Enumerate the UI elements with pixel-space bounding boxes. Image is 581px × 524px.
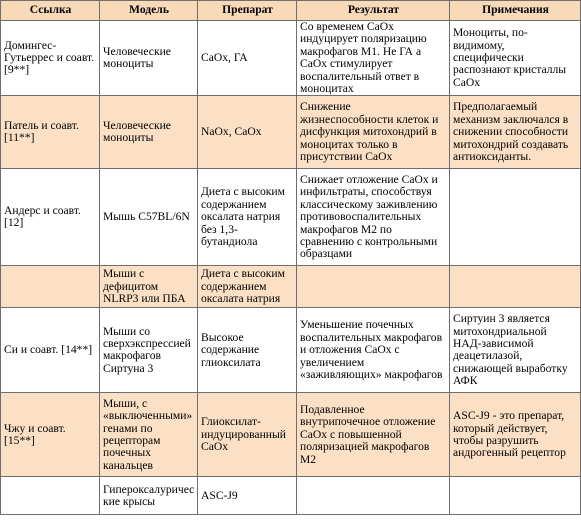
cell-reference: Си и соавт. [14**] (1, 308, 100, 393)
cell-notes: ASC-J9 - это препарат, который действует, чтобы разрушить андрогенный рецептор (450, 393, 581, 477)
cell-result: Со временем CaOx индуцирует поляризацию макрофагов М1. Не ГА а CaOx стимулирует воспалительный ответ в моноцитах (297, 21, 450, 96)
header-reference: Ссылка (1, 1, 100, 21)
table-row (1, 477, 581, 515)
table-row (1, 169, 581, 266)
cell-drug: ASC-J9 (198, 477, 297, 515)
cell-result (297, 266, 450, 308)
cell-drug: Диета с высоким содержанием оксалата натрия (198, 266, 297, 308)
table-row (1, 96, 581, 169)
cell-drug: Диета с высоким содержанием оксалата натрия без 1,3-бутандиола (198, 169, 297, 266)
cell-model: Человеческие моноциты (100, 96, 198, 169)
cell-reference: Домингес-Гутьеррес и соавт. [9**] (1, 21, 100, 96)
cell-reference (1, 477, 100, 515)
cell-notes (450, 169, 581, 266)
cell-notes (450, 266, 581, 308)
cell-result: Снижение жизнеспособности клеток и дисфункция митохондрий в моноцитах только в присутствии CaOx (297, 96, 450, 169)
cell-reference: Патель и соавт. [11**] (1, 96, 100, 169)
cell-model: Гипероксалуричес кие крысы (100, 477, 198, 515)
cell-notes: Сиртуин 3 является митохондриальной НАД-зависимой деацетилазой, снижающей выработку АФК (450, 308, 581, 393)
header-model: Модель (100, 1, 198, 21)
cell-result: Уменьшение почечных воспалительных макрофагов и отложения CaOx с увеличением «заживляющих» макрофагов (297, 308, 450, 393)
table-row (1, 21, 581, 96)
cell-drug: NaOx, CaOx (198, 96, 297, 169)
cell-result (297, 477, 450, 515)
table-row (1, 308, 581, 393)
cell-notes: Предполагаемый механизм заключался в снижении способности митохондрий создавать антиоксиданты. (450, 96, 581, 169)
cell-reference: Андерс и соавт. [12] (1, 169, 100, 266)
table-row (1, 266, 581, 308)
cell-model: Мыши, с «выключенными» генами по рецепторам почечных канальцев (100, 393, 198, 477)
cell-reference (1, 266, 100, 308)
cell-model: Мыши с дефицитом NLRP3 или ПБА (100, 266, 198, 308)
cell-notes (450, 477, 581, 515)
header-drug: Препарат (198, 1, 297, 21)
cell-result: Снижает отложение CaOx и инфильтраты, способствуя классическому заживлению противовоспалительных макрофагов М2 по сравнению с контрольными образцами (297, 169, 450, 266)
header-row (1, 1, 581, 21)
cell-drug: CaOx, ГА (198, 21, 297, 96)
cell-model: Мыши со сверхэкспрессией макрофагов Сиртуна 3 (100, 308, 198, 393)
cell-notes: Моноциты, по-видимому, специфически распознают кристаллы CaOx (450, 21, 581, 96)
cell-model: Человеческие моноциты (100, 21, 198, 96)
cell-drug: Глиоксилат-индуцированный CaOx (198, 393, 297, 477)
cell-result: Подавленное внутрипочечное отложение CaOx с повышенной поляризацией макрофагов М2 (297, 393, 450, 477)
cell-model: Мышь C57BL/6N (100, 169, 198, 266)
header-result: Результат (297, 1, 450, 21)
cell-drug: Высокое содержание глиоксилата (198, 308, 297, 393)
cell-reference: Чжу и соавт. [15**] (1, 393, 100, 477)
header-notes: Примечания (450, 1, 581, 21)
table-row (1, 393, 581, 477)
